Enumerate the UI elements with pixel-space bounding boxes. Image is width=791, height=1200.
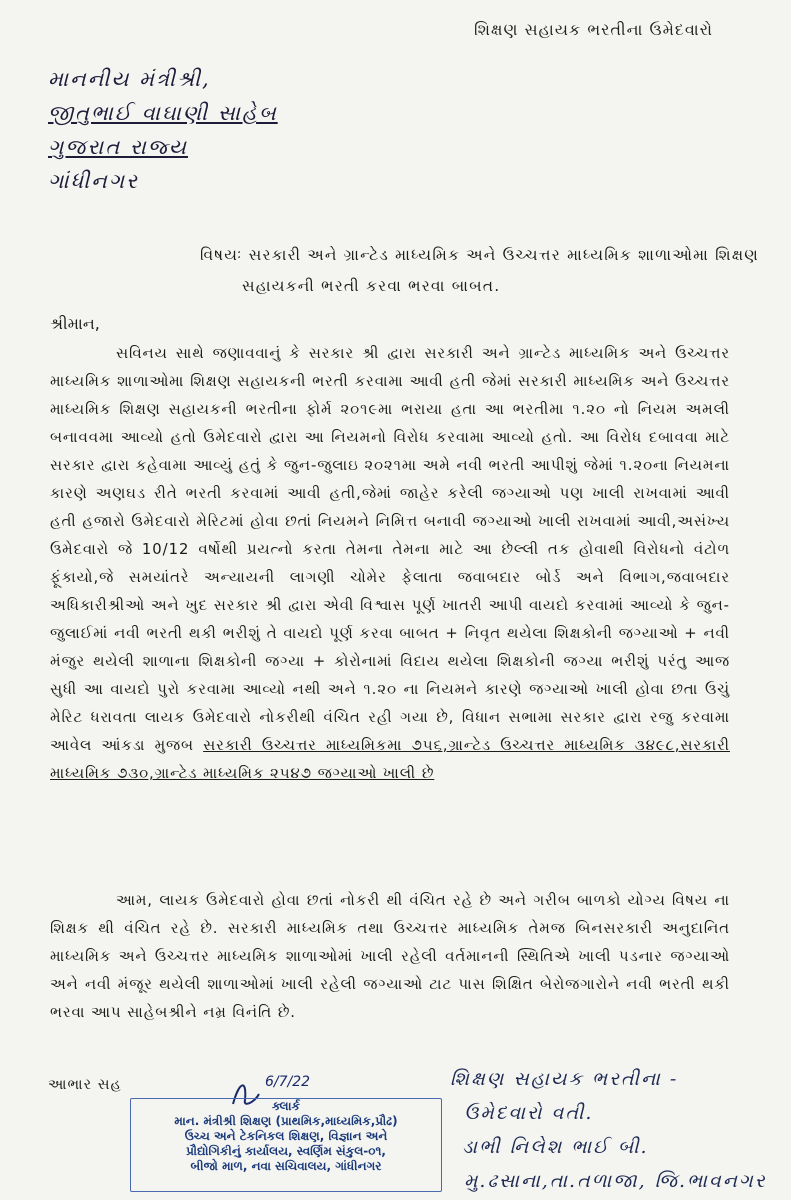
address-line-4: ગાંધીનગર — [48, 169, 139, 193]
stamp-box — [130, 1098, 442, 1192]
recipient-address — [48, 62, 278, 198]
stamp-line-2: ઉચ્ચ અને ટેકનિકલ શિક્ષણ, વિજ્ઞાન અને — [184, 1129, 388, 1143]
address-line-2: જીતુભાઈ વાઘાણી સાહેબ — [48, 101, 278, 125]
address-line-3: ગુજરાત રાજ્ય — [48, 135, 188, 159]
stamp-title: ક્લાર્ક — [271, 1099, 301, 1113]
letter-header: શિક્ષણ સહાયક ભરતીના ઉમેદવારો — [473, 20, 713, 39]
request-text: આમ, લાયક ઉમેદવારો હોવા છતાં નોકરી થી વંચિત રહે છે અને ગરીબ બાળકો યોગ્ય વિષય ના શિક્ષક થી વંચિત રહે છે. સરકારી માધ્યમિક તથા ઉચ્ચત્તર માધ્યમિક તેમજ બિનસરકારી અનુદાનિત માધ્યમિક અને ઉચ્ચત્તર માધ્યમિક શાળાઓમાં ખાલી રહેલી વર્તમાનની સ્થિતિએ ખાલી પડનાર જગ્યાઓ અને નવી મંજૂર થયેલી શાળાઓમાં ખાલી રહેલી જગ્યાઓ ટાટ પાસ શિક્ષિત બેરોજગારોને નવી ભરતી થકી ભરવા આપ સાહેબશ્રીને નમ્ર વિનંતિ છે. — [50, 892, 730, 1021]
stamp-line-1: માન. મંત્રીશ્રી શિક્ષણ (પ્રાથમિક,માધ્યમિક,પ્રૌઢ) — [174, 1114, 398, 1128]
signature-line-2: ઉમેદવારો વતી. — [464, 1102, 594, 1124]
body-paragraph-2 — [50, 887, 730, 1027]
stamp-line-3: પ્રૌદ્યોગિકીનું કાર્યાલય, સ્વર્ણિમ સંકુલ-૦૧, — [186, 1144, 386, 1158]
body-text: સવિનય સાથે જણાવવાનું કે સરકાર શ્રી દ્વારા સરકારી અને ગ્રાન્ટેડ માધ્યમિક અને ઉચ્ચત્તર માધ્યમિક શાળાઓમા શિક્ષણ સહાયકની ભરતી કરવામા આવી હતી જેમાં સરકારી માધ્યમિક અને ઉચ્ચત્તર માધ્યમિક શિક્ષણ સહાયકની ભરતીના ફોર્મ ૨૦૧૯મા ભરાયા હતા આ ભરતીમા ૧.૨૦ નો નિયમ અમલી બનાવવમા આવ્યો હતો ઉમેદવારો દ્વારા આ નિયમનો વિરોધ કરવામા આવ્યો હતો. આ વિરોધ દબાવવા માટે સરકાર દ્વારા કહેવામા આવ્યું હતું કે જુન-જુલાઇ ૨૦૨૧મા અમે નવી ભરતી આપીશું જેમાં ૧.૨૦ના નિયમના કારણે અણઘડ રીતે ભરતી કરવામાં આવી હતી,જેમાં જાહેર કરેલી જગ્યાઓ પણ ખાલી રાખવામાં આવી હતી હજારો ઉમેદવારો મેરિટમાં હોવા છતાં નિયમને નિમિત્ત બનાવી જગ્યાઓ ખાલી રાખવામાં આવી,અસંખ્ય ઉમેદવારો જે 10/12 વર્ષોથી પ્રયત્નો કરતા તેમના તેમના માટે આ છેલ્લી તક હોવાથી વિરોધનો વંટોળ ફૂંકાયો,જે સમયાંતરે અન્યાયની લાગણી ચોમેર ફેલાતા જવાબદાર બોર્ડ અને વિભાગ,જવાબદાર અધિકારીશ્રીઓ અને ખુદ સરકાર શ્રી દ્વારા એવી વિશ્વાસ પૂર્ણ ખાતરી આપી વાયદો કરવામાં આવ્યો કે જુન-જુલાઈમાં નવી ભરતી થકી ભરીશું તે વાયદો પૂર્ણ કરવા બાબત + નિવૃત થયેલા શિક્ષકોની જગ્યાઓ + નવી મંજુર થયેલી શાળાના શિક્ષકોની જગ્યા + કોરોનામાં વિદાય થયેલા શિક્ષકોની જગ્યા ભરીશું પરંતુ આજ સુધી આ વાયદો પુરો કરવામા આવ્યો નથી અને ૧.૨૦ ના નિયમને કારણે જગ્યાઓ ખાલી હોવા છતા ઉચું મેરિટ ધરાવતા લાયક ઉમેદવારો નોકરીથી વંચિત રહી ગયા છે, વિધાન સભામા સરકાર દ્વારા રજુ કરવામા આવેલ આંકડા મુજબ — [50, 345, 730, 754]
signature-block — [450, 1062, 780, 1198]
body-paragraph-1 — [50, 340, 730, 788]
subject-line-2: સહાયકની ભરતી કરવા ભરવા બાબત. — [242, 277, 501, 295]
stamp-line-4: બીજો માળ, નવા સચિવાલય, ગાંધીનગર — [190, 1159, 382, 1173]
subject — [200, 240, 760, 302]
closing: આભાર સહ — [48, 1077, 122, 1093]
subject-line-1: વિષયઃ સરકારી અને ગ્રાન્ટેડ માધ્યમિક અને ઉચ્ચત્તર માધ્યમિક શાળાઓમા શિક્ષણ — [200, 246, 759, 264]
office-stamp — [130, 1072, 445, 1192]
vacancy-figures: સરકારી ઉચ્ચત્તર માધ્યમિકમા ૭૫૬,ગ્રાન્ટેડ ઉચ્ચત્તર માધ્યમિક ૩૪૯૮,સરકારી માધ્યમિક ૭૩૦,ગ્રાન્ટેડ માધ્યમિક ૨૫૪૭ જગ્યાઓ ખાલી છે — [50, 737, 730, 782]
salutation: શ્રીમાન, — [50, 314, 100, 333]
signature-line-3: ડાભી નિલેશ ભાઈ બી. — [462, 1136, 649, 1158]
signature-line-4: મુ.ઢસાના,તા.તળાજા, જિ.ભાવનગર — [464, 1170, 767, 1192]
stamp-date: 6/7/22 — [265, 1074, 311, 1090]
signature-line-1: શિક્ષણ સહાયક ભરતીના - — [450, 1068, 679, 1090]
address-line-1: માનનીય મંત્રીશ્રી, — [48, 67, 211, 91]
